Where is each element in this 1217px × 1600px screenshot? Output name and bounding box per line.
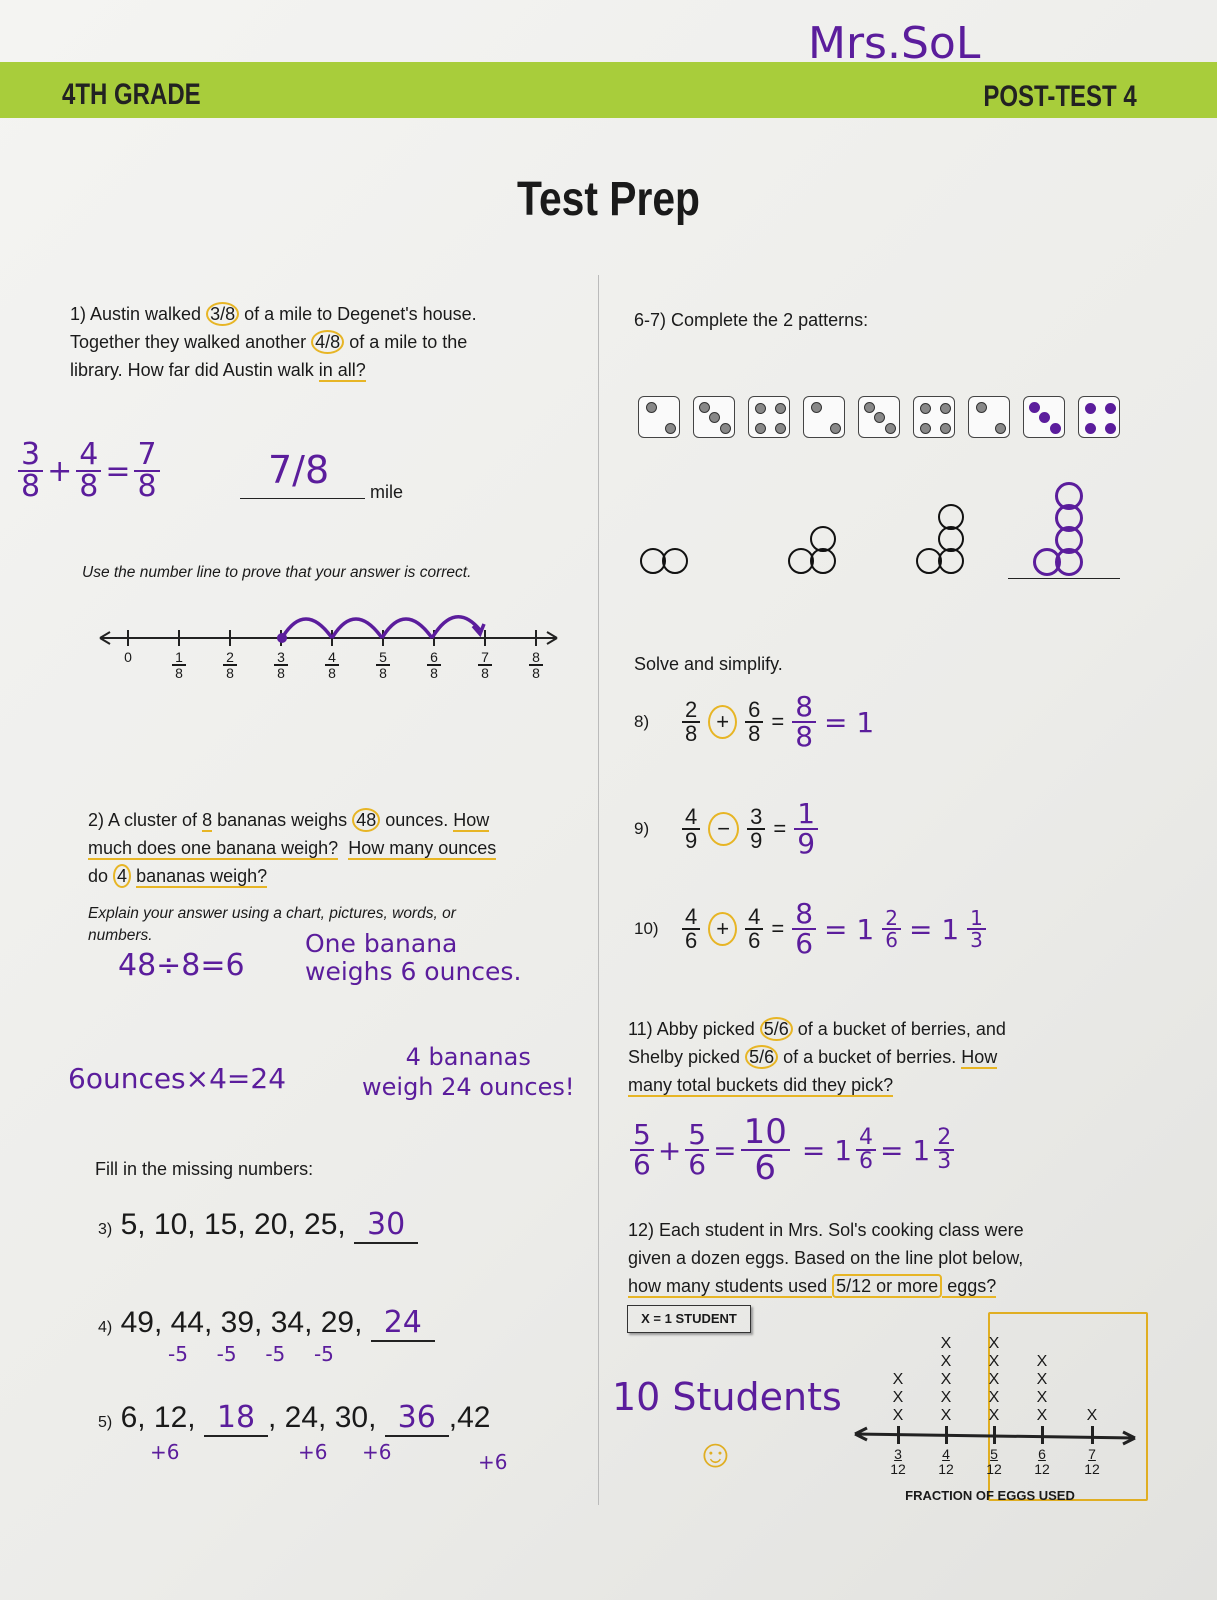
die-pip <box>885 423 896 434</box>
q10-circled-operator: + <box>708 912 737 946</box>
line-plot-key: X = 1 STUDENT <box>627 1305 751 1333</box>
x-mark: X <box>1086 1407 1098 1424</box>
tick-denominator: 12 <box>1034 1461 1050 1477</box>
column-divider <box>598 275 599 1505</box>
x-mark: X <box>988 1371 1000 1388</box>
q2-note-1: One banana weighs 6 ounces. <box>305 929 522 986</box>
tick-denominator: 12 <box>938 1461 954 1477</box>
die <box>1078 396 1120 438</box>
x-mark: X <box>1036 1371 1048 1388</box>
question-5: 5) 6, 12, 18 , 24, 30, 36 ,42 <box>98 1400 491 1435</box>
jump-arcs <box>282 617 484 638</box>
die-pip <box>1085 403 1096 414</box>
fill-heading: Fill in the missing numbers: <box>95 1159 314 1179</box>
q2-work-1: 48÷8=6 <box>118 948 245 983</box>
die <box>1023 396 1065 438</box>
question-10: 10) $\frac{4}{6}$ + $\frac{4}{6}$ = $\frac{8}{6}$ = 1 $\frac{2}{6}$ = 1 $\frac{1}{3}$ <box>634 900 986 958</box>
die-pip <box>646 402 657 413</box>
q1-text: Together they walked another <box>70 332 312 352</box>
tick-denominator: 8 <box>175 665 183 681</box>
x-mark: X <box>940 1335 952 1352</box>
question-12: 12) Each student in Mrs. Sol's cooking class were given a dozen eggs. Based on the line plot below, how many students used 5/12 or more eggs? <box>628 1220 1024 1296</box>
q5-step: +6 <box>298 1440 328 1464</box>
tick-numerator: 5 <box>990 1446 998 1462</box>
q1-answer: 7/8 <box>268 448 330 492</box>
die-pip <box>1029 402 1040 413</box>
question-1 <box>70 300 570 384</box>
question-2: 2) A cluster of 8 bananas weighs 48 ounces. How much does one banana weigh? How many ounces do 4 bananas weigh? <box>88 810 497 886</box>
die-pip <box>1105 403 1116 414</box>
tick-label <box>220 650 240 680</box>
test-label: POST-TEST 4 <box>983 80 1137 113</box>
die-pip <box>874 412 885 423</box>
die-pip <box>699 402 710 413</box>
ring <box>1055 482 1083 510</box>
ring-answer-blank <box>1008 578 1120 579</box>
x-mark: X <box>1036 1407 1048 1424</box>
q1-circled-fraction: 4/8 <box>311 330 344 354</box>
tick-label <box>322 650 342 680</box>
ring <box>938 504 964 530</box>
die <box>913 396 955 438</box>
die-pip <box>775 403 786 414</box>
q1-text: library. How far did Austin walk <box>70 360 319 380</box>
page-title: Test Prep <box>517 173 700 226</box>
q1-text: of a mile to the <box>344 332 468 352</box>
question-9: 9) $\frac{4}{9}$ − $\frac{3}{9}$ = $\frac{1}{9}$ <box>634 800 818 858</box>
q1-answer-blank[interactable] <box>240 448 365 499</box>
x-mark: X <box>988 1353 1000 1370</box>
ring <box>810 526 836 552</box>
tick-mark <box>897 1426 900 1444</box>
tick-numerator: 6 <box>427 650 441 666</box>
x-mark: X <box>892 1389 904 1406</box>
tick-label <box>169 650 189 680</box>
x-mark: X <box>892 1407 904 1424</box>
tick-denominator: 8 <box>277 665 285 681</box>
die-pip <box>1085 423 1096 434</box>
tick-label <box>979 1447 1009 1477</box>
question-11: 11) Abby picked 5/6 of a bucket of berries, and Shelby picked 5/6 of a bucket of berries. How many total buckets did they pick? <box>628 1019 1006 1095</box>
tick-numerator: 0 <box>124 649 132 665</box>
tick-label <box>883 1447 913 1477</box>
die <box>748 396 790 438</box>
tick-label <box>526 650 546 680</box>
tick-denominator: 8 <box>226 665 234 681</box>
q4-differences: -5 -5 -5 -5 <box>168 1342 334 1366</box>
tick-mark <box>993 1426 996 1444</box>
tick-label <box>271 650 291 680</box>
x-mark: X <box>988 1407 1000 1424</box>
question-3: 3) 5, 10, 15, 20, 25, 30 <box>98 1207 418 1244</box>
tick-label <box>1027 1447 1057 1477</box>
q5-answer-1[interactable]: 18 <box>204 1400 268 1437</box>
smiley-doodle: ☺ <box>695 1432 736 1476</box>
die-pip <box>665 423 676 434</box>
die-pip <box>811 402 822 413</box>
tick-denominator: 8 <box>532 665 540 681</box>
q1-circled-fraction: 3/8 <box>206 302 239 326</box>
tick-denominator: 8 <box>430 665 438 681</box>
q9-circled-operator: − <box>708 812 739 846</box>
q8-circled-operator: + <box>708 705 737 739</box>
q4-answer[interactable]: 24 <box>371 1305 435 1342</box>
tick-denominator: 8 <box>481 665 489 681</box>
tick-label <box>118 650 138 664</box>
die-pip <box>864 402 875 413</box>
die-pip <box>709 412 720 423</box>
solve-heading: Solve and simplify. <box>634 654 783 674</box>
die-pip <box>755 423 766 434</box>
die <box>638 396 680 438</box>
x-mark: X <box>940 1353 952 1370</box>
q5-step: +6 <box>362 1440 392 1464</box>
q2-work-2: 6ounces×4=24 <box>68 1062 287 1095</box>
q1-text: of a mile to Degenet's house. <box>239 304 477 324</box>
die-pip <box>940 423 951 434</box>
numberline-instruction: Use the number line to prove that your answer is correct. <box>82 564 472 581</box>
die-pip <box>775 423 786 434</box>
tick-label <box>373 650 393 680</box>
q1-unit: mile <box>370 482 404 502</box>
question-8: 8) $\frac{2}{8}$ + $\frac{6}{8}$ = $\frac{8}{8}$ = 1 <box>634 690 875 753</box>
q2-instruction: Explain your answer using a chart, pictures, words, or numbers. <box>88 905 456 944</box>
tick-denominator: 12 <box>1084 1461 1100 1477</box>
die <box>693 396 735 438</box>
tick-numerator: 4 <box>942 1446 950 1462</box>
tick-label <box>424 650 444 680</box>
q12-answer: 10 Students <box>612 1375 842 1419</box>
q1-text: 1) Austin walked <box>70 304 207 324</box>
tick-numerator: 7 <box>1088 1446 1096 1462</box>
x-mark: X <box>892 1371 904 1388</box>
tick-numerator: 3 <box>274 650 288 666</box>
q1-underlined-text: in all? <box>318 360 366 380</box>
teacher-name: Mrs.SoL <box>808 18 981 69</box>
die-pip <box>1050 423 1061 434</box>
tick-numerator: 3 <box>894 1446 902 1462</box>
q11-work: $\frac{5}{6}$ + $\frac{5}{6}$ = $\frac{10}{6}$ = 1 $\frac{4}{6}$ = 1 $\frac{2}{3}$ <box>630 1115 954 1185</box>
tick-numerator: 8 <box>529 650 543 666</box>
die-pip <box>920 423 931 434</box>
tick-numerator: 2 <box>223 650 237 666</box>
tick-label <box>1077 1447 1107 1477</box>
tick-denominator: 8 <box>328 665 336 681</box>
q2-note-2: 4 bananas weigh 24 ounces! <box>362 1043 575 1101</box>
tick-numerator: 7 <box>478 650 492 666</box>
x-mark: X <box>940 1389 952 1406</box>
tick-label <box>475 650 495 680</box>
q3-answer[interactable]: 30 <box>354 1207 418 1244</box>
x-mark: X <box>940 1407 952 1424</box>
tick-numerator: 6 <box>1038 1446 1046 1462</box>
tick-denominator: 12 <box>890 1461 906 1477</box>
die-pip <box>1105 423 1116 434</box>
tick-numerator: 4 <box>325 650 339 666</box>
tick-mark <box>945 1426 948 1444</box>
die-pip <box>940 403 951 414</box>
die-pip <box>995 423 1006 434</box>
die <box>858 396 900 438</box>
tick-mark <box>1091 1426 1094 1444</box>
x-mark: X <box>988 1335 1000 1352</box>
tick-denominator: 12 <box>986 1461 1002 1477</box>
die-pip <box>720 423 731 434</box>
die-pip <box>830 423 841 434</box>
tick-denominator: 8 <box>379 665 387 681</box>
q5-step: +6 <box>150 1440 180 1464</box>
number-line <box>95 600 565 650</box>
q1-work: $\frac{3}{8}$ + $\frac{4}{8}$ = $\frac{7}{8}$ <box>18 440 160 502</box>
x-mark: X <box>1036 1389 1048 1406</box>
x-mark: X <box>988 1389 1000 1406</box>
die-pip <box>920 403 931 414</box>
die <box>803 396 845 438</box>
tick-numerator: 1 <box>172 650 186 666</box>
tick-mark <box>1041 1426 1044 1444</box>
die-pip <box>755 403 766 414</box>
tick-numerator: 5 <box>376 650 390 666</box>
die-pip <box>976 402 987 413</box>
die-pip <box>1039 412 1050 423</box>
grade-label: 4TH GRADE <box>62 78 201 111</box>
x-mark: X <box>1036 1353 1048 1370</box>
q5-step: +6 <box>478 1450 508 1474</box>
patterns-heading: 6-7) Complete the 2 patterns: <box>634 310 869 330</box>
line-plot-title: FRACTION OF EGGS USED <box>905 1488 1075 1503</box>
highlight-box <box>988 1312 1148 1501</box>
x-mark: X <box>940 1371 952 1388</box>
q5-answer-2[interactable]: 36 <box>385 1400 449 1437</box>
tick-label <box>931 1447 961 1477</box>
ring <box>662 548 688 574</box>
die <box>968 396 1010 438</box>
question-4: 4) 49, 44, 39, 34, 29, 24 <box>98 1305 435 1342</box>
